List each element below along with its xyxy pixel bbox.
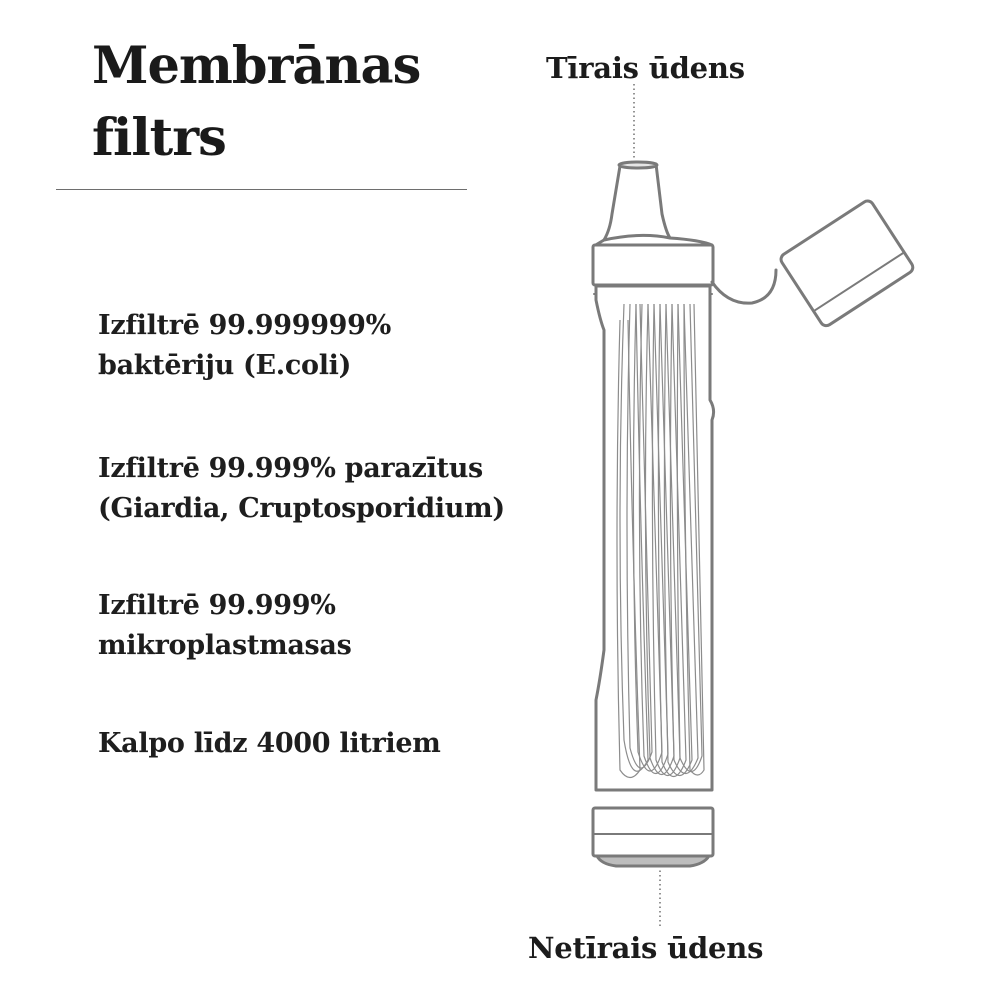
feature-line: Izfiltrē 99.999% parazītus [98, 453, 483, 484]
hanging-cap [779, 199, 915, 328]
bottom-collar [593, 808, 713, 856]
clean-water-label: Tīrais ūdens [546, 51, 745, 85]
tether-loop [712, 270, 776, 303]
title-line-1: Membrānas [92, 36, 421, 96]
title-line-2: filtrs [92, 108, 226, 168]
mouthpiece [604, 164, 670, 240]
mouthpiece-opening [619, 162, 657, 168]
dirty-water-label: Netīrais ūdens [528, 931, 764, 965]
feature-line: Izfiltrē 99.999% [98, 590, 336, 621]
feature-line: baktēriju (E.coli) [98, 350, 352, 381]
bottom-cap [597, 856, 709, 866]
feature-line: Izfiltrē 99.999999% [98, 310, 392, 341]
feature-line: mikroplastmasas [98, 630, 352, 661]
top-collar [593, 245, 713, 285]
feature-line: Kalpo līdz 4000 litriem [98, 728, 441, 759]
feature-line: (Giardia, Cruptosporidium) [98, 493, 505, 524]
